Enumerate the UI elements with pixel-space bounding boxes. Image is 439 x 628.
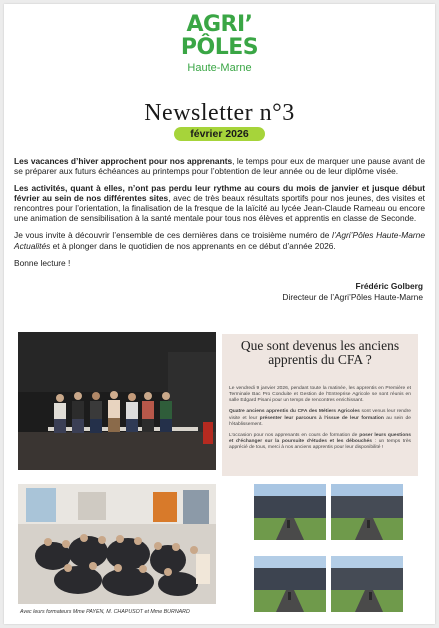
cfa-p2-bold: Quatre anciens apprentis du CFA des Métiers Agricoles	[229, 409, 360, 415]
newsletter-header	[4, 100, 435, 145]
photo-stage-meeting	[18, 332, 216, 470]
newsletter-title: Newsletter n°3	[144, 100, 295, 126]
date-badge: février 2026	[174, 127, 264, 141]
agripoles-logo	[4, 14, 435, 74]
cfa-p3-b: : un temps très apprécié de tous, merci à nos anciens apprentis pour leur disponibilité !	[229, 438, 411, 450]
editorial-paragraph-3	[14, 230, 425, 250]
photo-exterior-1	[254, 484, 326, 540]
photo-exterior-3	[254, 556, 326, 612]
photo-group-classroom	[18, 484, 216, 604]
cfa-title: Que sont devenus les anciens apprentis du CFA ?	[240, 338, 400, 368]
p3-b: et à plonger dans le quotidien de nos apprenants en ce début d’année 2026.	[50, 240, 336, 251]
signature-role: Directeur de l’Agri’Pôles Haute-Marne	[282, 291, 423, 302]
logo-line-3: Haute-Marne	[187, 62, 252, 74]
p3-a: Je vous invite à découvrir l’ensemble de ces dernières dans ce troisième numéro de	[14, 230, 333, 241]
p1-bold: Les vacances d’hiver approchent pour nos apprenants	[14, 156, 233, 166]
cfa-paragraph-3	[229, 433, 411, 451]
cfa-paragraph-2	[229, 409, 411, 427]
photo-exterior-2	[331, 484, 403, 540]
cfa-p3-bold: poser leurs questions et d’échanger sur la poursuite d’études et les débouchés	[229, 432, 411, 444]
cfa-p2-mid: sont venus leur rendre visite et leur	[229, 409, 411, 421]
editorial-paragraph-4: Bonne lecture !	[14, 257, 71, 268]
cfa-article	[222, 334, 418, 476]
cfa-p2-bold2: présenter leur parcours à l’issue de leur formation	[259, 415, 384, 421]
cfa-p3-a: L’occasion pour nos apprenants en cours de formation de	[229, 432, 360, 438]
p2-rest: , avec de très beaux résultats sportifs pour nos jeunes, des visites et rencontres pour l’orientation, la finalisation de la fresque de la laïcité au lycée Jean-Claude Rameau ou encore une animation de sensibilisation à la santé mentale pour tous nos élèves et apprentis en classe de Seconde.	[14, 193, 425, 224]
editorial-text	[14, 156, 425, 275]
signature	[282, 281, 423, 303]
cfa-p2-end: au sein de l’établissement.	[229, 415, 411, 427]
logo-line-1: AGRI’	[186, 12, 253, 37]
p3-em: l’Agri’Pôles Haute-Marne Actualités	[14, 230, 425, 251]
signature-name: Frédéric Golberg	[355, 281, 423, 291]
editorial-paragraph-1	[14, 156, 425, 176]
p2-bold: Les activités, quant à elles, n’ont pas perdu leur rythme au cours du mois de janvier et jusque début février au sein de nos différentes sites	[14, 183, 425, 204]
cfa-text	[229, 386, 411, 456]
photo-caption: Avec leurs formateurs Mme PAYEN, M. CHAPUSOT et Mme BURNARD	[20, 609, 190, 615]
photo-exterior-4	[331, 556, 403, 612]
logo-line-2: PÔLES	[180, 35, 259, 60]
newsletter-page	[4, 4, 435, 624]
editorial-paragraph-2	[14, 183, 425, 223]
cfa-paragraph-1: Le vendredi 9 janvier 2026, pendant toute la matinée, les apprentis en Première et Terminale Bac Pro Conduite et Gestion de l’Entreprise Agricole se sont réunis en salle Edgard Pisani pour un temps de rencontres enrichissant.	[229, 386, 411, 404]
p1-rest: , le temps pour eux de marquer une pause avant de se préparer aux futurs échéances au printemps pour l’obtention de leur année ou de leur diplôme visée.	[14, 156, 425, 177]
